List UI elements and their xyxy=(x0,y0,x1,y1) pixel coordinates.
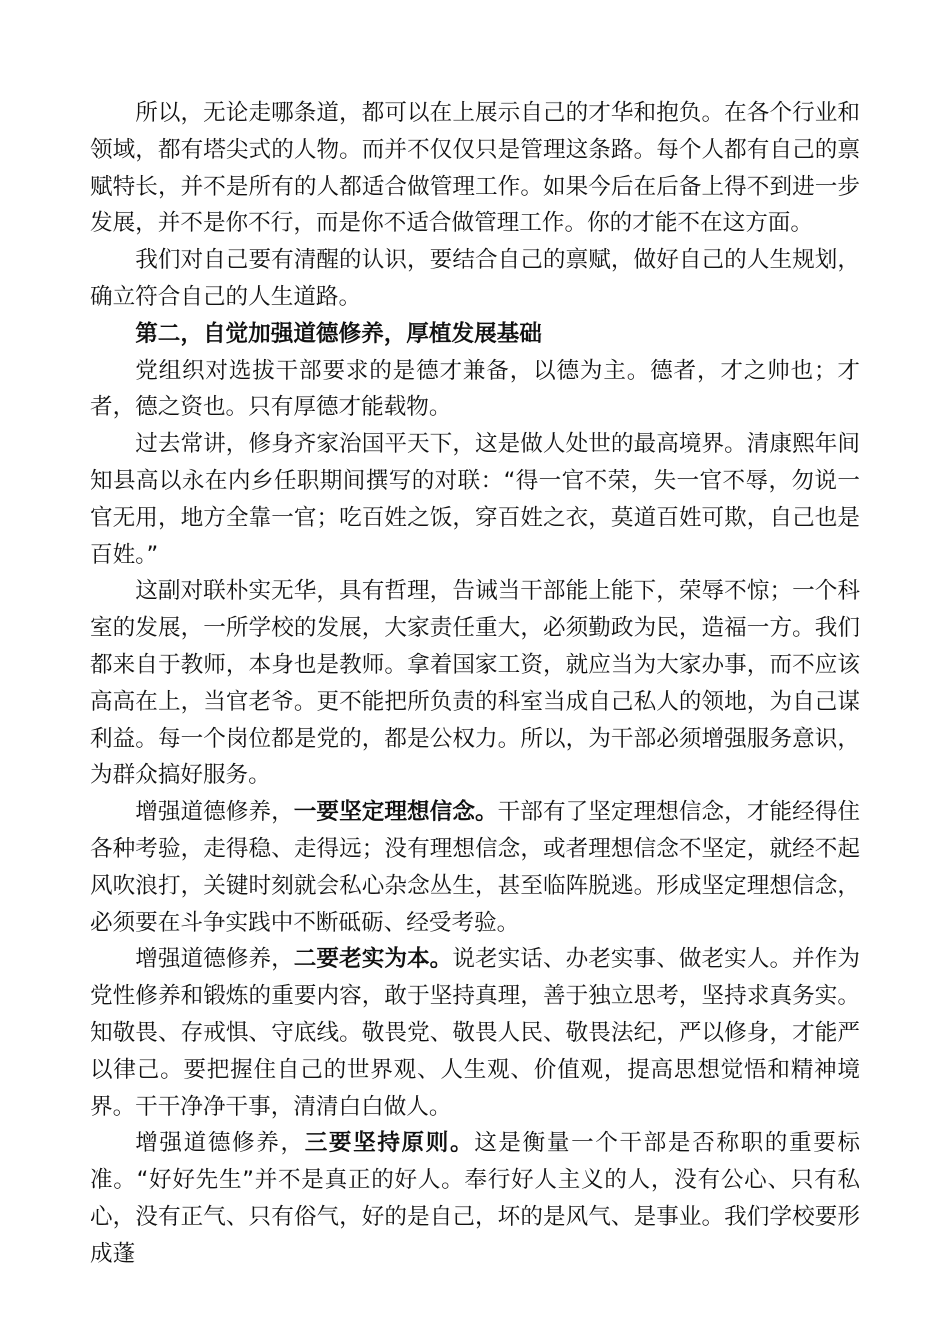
paragraph-3: 党组织对选拔干部要求的是德才兼备，以德为主。德者，才之帅也；才者，德之资也。只有厚德才能载物。 xyxy=(90,357,860,421)
document-page xyxy=(90,95,860,1273)
paragraph-7 xyxy=(90,941,860,1125)
paragraph-8-body: 这是衡量一个干部是否称职的重要标准。“好好先生”并不是真正的好人。奉行好人主义的人，没有公心、只有私心，没有正气、只有俗气，好的是自己，坏的是风气、是事业。我们学校要形成蓬 xyxy=(90,1130,861,1267)
paragraph-2: 我们对自己要有清醒的认识，要结合自己的禀赋，做好自己的人生规划，确立符合自己的人生道路。 xyxy=(90,247,860,310)
paragraph-5: 这副对联朴实无华，具有哲理，告诫当干部能上能下，荣辱不惊；一个科室的发展，一所学校的发展，大家责任重大，必须勤政为民，造福一方。我们都来自于教师，本身也是教师。拿着国家工资，就应当为大家办事，而不应该高高在上，当官老爷。更不能把所负责的科室当成自己私人的领地，为自己谋利益。每一个岗位都是党的，都是公权力。所以，为干部必须增强服务意识，为群众搞好服务。 xyxy=(90,578,860,789)
paragraph-6-emphasis: 一要坚定理想信念。 xyxy=(293,799,498,826)
section-heading: 第二，自觉加强道德修养，厚植发展基础 xyxy=(135,320,542,347)
paragraph-8-emphasis: 三要坚持原则。 xyxy=(304,1130,475,1157)
paragraph-1: 所以，无论走哪条道，都可以在上展示自己的才华和抱负。在各个行业和领域，都有塔尖式的人物。而并不仅仅只是管理这条路。每个人都有自己的禀赋特长，并不是所有的人都适合做管理工作。如果今后在后备上得不到进一步发展，并不是你不行，而是你不适合做管理工作。你的才能不在这方面。 xyxy=(90,100,860,237)
paragraph-8 xyxy=(90,1125,860,1272)
paragraph-7-body: 说老实话、办老实事、做老实人。并作为党性修养和锻炼的重要内容，敢于坚持真理，善于独立思考，坚持求真务实。知敬畏、存戒惧、守底线。敬畏党、敬畏人民、敬畏法纪，严以修身，才能严以律己。要把握住自己的世界观、人生观、价值观，提高思想觉悟和精神境界。干干净净干事，清清白白做人。 xyxy=(90,946,861,1120)
paragraph-6-body: 干部有了坚定理想信念，才能经得住各种考验，走得稳、走得远；没有理想信念，或者理想信念不坚定，就经不起风吹浪打，关键时刻就会私心杂念丛生，甚至临阵脱逃。形成坚定理想信念，必须要在斗争实践中不断砥砺、经受考验。 xyxy=(90,799,861,936)
paragraph-6 xyxy=(90,794,860,941)
paragraph-6-lead: 增强道德修养， xyxy=(135,799,294,826)
paragraph-8-lead: 增强道德修养， xyxy=(135,1130,305,1157)
paragraph-7-lead: 增强道德修养， xyxy=(135,946,294,973)
paragraph-7-emphasis: 二要老实为本。 xyxy=(293,946,453,973)
paragraph-4: 过去常讲，修身齐家治国平天下，这是做人处世的最高境界。清康熙年间知县高以永在内乡任职期间撰写的对联：“得一官不荣，失一官不辱，勿说一官无用，地方全靠一官；吃百姓之饭，穿百姓之衣，莫道百姓可欺，自己也是百姓。” xyxy=(90,431,860,568)
